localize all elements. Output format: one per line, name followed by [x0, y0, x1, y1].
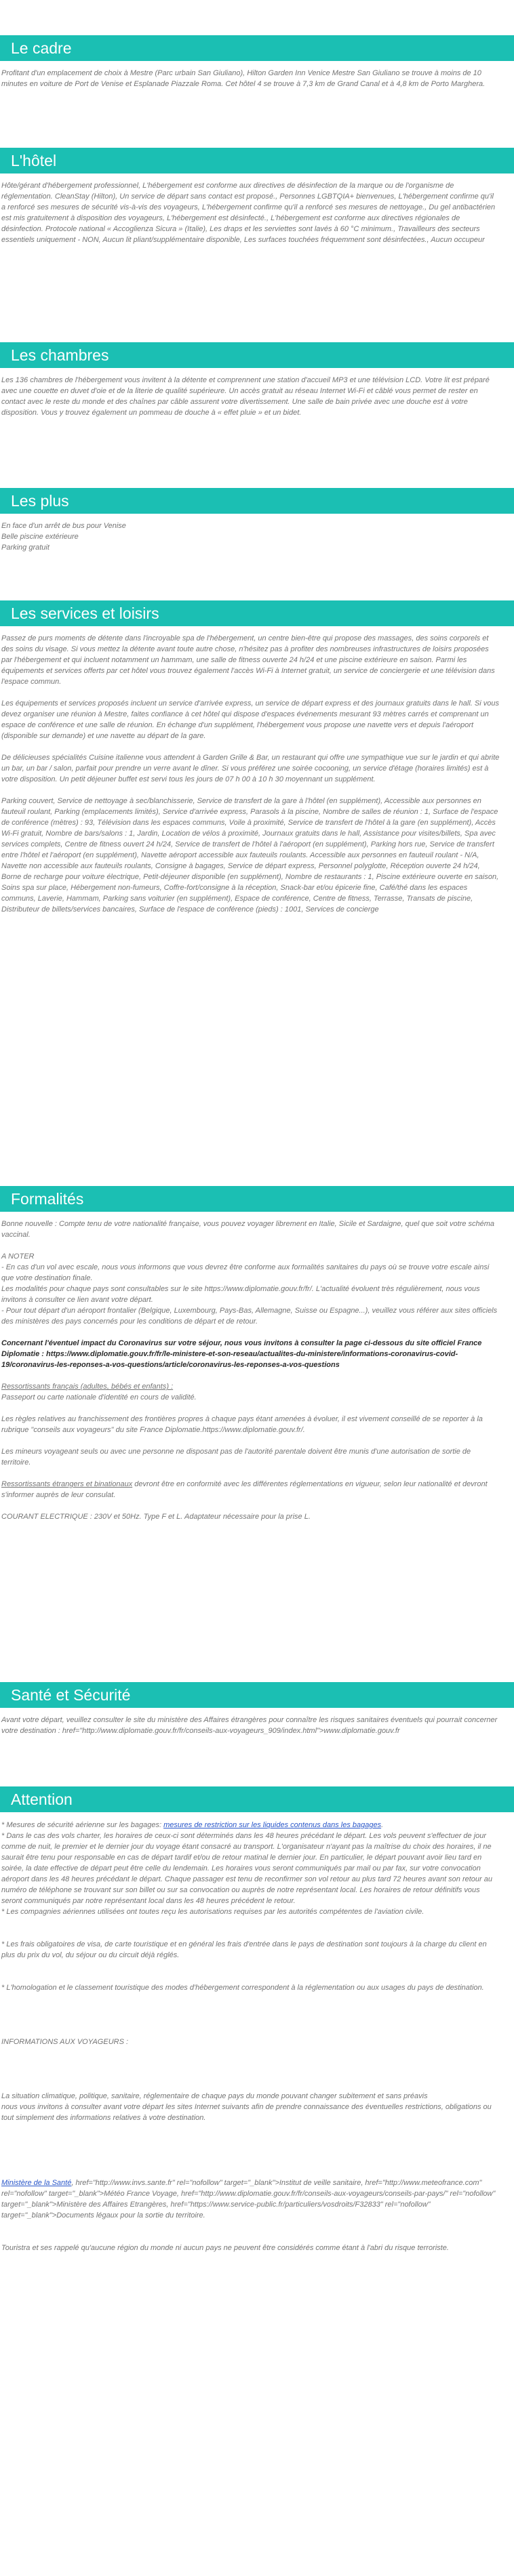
note-line: Les modalités pour chaque pays sont consultables sur le site https://www.diplomatie.gouv.fr/fr/. L'actualité évoluent très régulièrement, nous vous invitons à consulter ce lien avant votre départ.	[1, 1285, 480, 1304]
covid-notice: Concernant l'éventuel impact du Coronavirus sur votre séjour, nous vous invitons à consulter la page ci-dessous du site officiel France Diplomatie : https://www.diplomatie.gouv.fr/fr/le-ministere-et-son-reseau/actualites-du-ministere/informations-coronavirus-covid-19/coronavirus-les-reponses-a-vos-questions/article/coronavirus-les-reponses-a-vos-questions	[1, 1339, 482, 1369]
section-header-services	[0, 600, 514, 626]
minors-rules: Les mineurs voyageant seuls ou avec une personne ne disposant pas de l'autorité parentale doivent être munis d'une autorisation de sortie de territoire.	[1, 1448, 471, 1467]
plus-item: En face d'un arrêt de bus pour Venise	[1, 522, 126, 530]
section-title: Les services et loisirs	[11, 605, 159, 622]
services-paragraph: Les équipements et services proposés incluent un service d'arrivée express, un service de départ express et des journaux gratuits dans le hall. Si vous devez organiser une réunion à Mestre, faites confiance à cet hôtel qui dispose d'espaces événements mesurant 93 mètres carrés et comprenant un espace de conférence et une salle de réunion. En échange d'un supplément, l'hébergement vous propose une navette vers et depuis l'aéroport (disponible sur demande) et une navette au départ de la gare.	[1, 699, 499, 740]
section-header-plus	[0, 488, 514, 514]
chambres-text: Les 136 chambres de l'hébergement vous invitent à la détente et comprennent une station d'accueil MP3 et une télévision LCD. Votre lit est préparé avec une couette en duvet d'oie et de la literie de qualité supérieure. Un accès gratuit au réseau Internet Wi-Fi et câblé vous permet de rester en contact avec le reste du monde et des chaînes par câble assurent votre divertissement. Une salle de bain privée avec une douche est à votre disposition. Vous y trouvez également un pommeau de douche à « effet pluie » et un bidet.	[1, 376, 490, 417]
section-title: Le cadre	[11, 39, 72, 57]
foreign-nationals	[1, 1479, 500, 1500]
situation-change: La situation climatique, politique, sanitaire, réglementaire de chaque pays du monde pouvant changer subitement et sans préavis	[1, 2092, 428, 2100]
section-title: L'hôtel	[11, 152, 57, 169]
section-header-attention	[0, 1786, 514, 1812]
formalites-intro: Bonne nouvelle : Compte tenu de votre nationalité française, vous pouvez voyager librement en Italie, Sicile et Sardaigne, quel que soit votre schéma vaccinal.	[1, 1220, 495, 1239]
fr-nationals-label: Ressortissants français (adultes, bébés et enfants) :	[1, 1383, 174, 1391]
services-text	[0, 633, 500, 915]
formalites-text	[0, 1219, 500, 1522]
section-header-hotel	[0, 148, 514, 173]
electric-current: COURANT ELECTRIQUE : 230V et 50Hz. Type F et L. Adaptateur nécessaire pour la prise L.	[1, 1513, 311, 1521]
section-header-chambres	[0, 342, 514, 368]
services-amenities: Parking couvert, Service de nettoyage à sec/blanchisserie, Service de transfert de la gare à l'hôtel (en supplément), Accessible aux personnes en fauteuil roulant, Parking (emplacements limités), Service d'arrivée express, Parasols à la piscine, Nombre de salles de réunion : 1, Surface de l'espace de conférence (mètres) : 93, Télévision dans les espaces communs, Voile à proximité, Service de transfert de l'hôtel à la gare (en supplément), Accès Wi-Fi gratuit, Nombre de bars/salons : 1, Jardin, Location de vélos à proximité, Journaux gratuits dans le hall, Assistance pour visites/billets, Spa avec services complets, Centre de fitness ouvert 24 h/24, Service de transfert de l'hôtel à l'aéroport (en supplément), Parking hors rue, Service de transfert entre l'hôtel et l'aéroport (en supplément), Navette aéroport accessible aux fauteuils roulants. Accessible aux personnes en fauteuil roulant - N/A, Navette non accessible aux fauteuils roulants, Consigne à bagages, Service de départ express, Personnel polyglotte, Réception ouverte 24 h/24, Borne de recharge pour voiture électrique, Petit-déjeuner disponible (en supplément), Nombre de restaurants : 1, Piscine extérieure ouverte en saison, Soins spa sur place, Hébergement non-fumeurs, Coffre-fort/consigne à la réception, Snack-bar et/ou épicerie fine, Café/thé dans les espaces communs, Laverie, Hammam, Parking sans voiturier (en supplément), Espace de conférence, Centre de fitness, Terrasse, Transats de piscine, Distributeur de billets/services bancaires, Surface de l'espace de conférence (pieds) : 1001, Services de concierge	[1, 797, 499, 914]
ministere-sante-link[interactable]: Ministère de la Santé	[1, 2179, 72, 2187]
attention-text	[0, 1820, 500, 2253]
airlines-authorization: * Les compagnies aériennes utilisées ont toutes reçu les autorisations requises par les autorités compétentes de l'aviation civile.	[1, 1908, 424, 1916]
note-line: - En cas d'un vol avec escale, nous vous informons que vous devrez être conforme aux formalités sanitaires du pays où se trouve votre escale ainsi que votre destination finale.	[1, 1263, 490, 1282]
section-title: Santé et Sécurité	[11, 1686, 131, 1704]
section-header-sante	[0, 1682, 514, 1708]
fr-nationals-text: Passeport ou carte nationale d'identité en cours de validité.	[1, 1393, 197, 1402]
visa-fees: * Les frais obligatoires de visa, de carte touristique et en général les frais d'entrée dans le pays de destination sont toujours à la charge du client en plus du prix du vol, du séjour ou du circuit déjà réglés.	[1, 1940, 487, 1959]
hotel-text: Hôte/gérant d'hébergement professionnel, L'hébergement est conforme aux directives de désinfection de la marque ou de l'organisme de réglementation. CleanStay (Hilton), Un service de départ sans contact est proposé., Personnes LGBTQIA+ bienvenues, L'hébergement confirme qu'il a renforcé ses mesures de sécurité vis-à-vis des voyageurs, L'hébergement confirme qu'il a renforcé ses mesures de nettoyage., Du gel antibactérien est mis gratuitement à disposition des voyageurs, L'hébergement est désinfecté., L'hébergement est conforme aux directives régionales de désinfection. Protocole national « Accoglienza Sicura » (Italie), Les draps et les serviettes sont lavés à 60 °C minimum., Travailleurs des secteurs essentiels uniquement - NON, Aucun lit pliant/supplémentaire disponible, Les surfaces touchées fréquemment sont désinfectées., Aucun occupeur	[1, 182, 496, 244]
terror-risk: Touristra et ses rappelé qu'aucune région du monde ni aucun pays ne peuvent être considérés comme étant à l'abri du risque terroriste.	[1, 2244, 449, 2252]
services-paragraph: De délicieuses spécialités Cuisine italienne vous attendent à Garden Grille & Bar, un restaurant qui offre une sympathique vue sur le jardin et qui abrite un bar, un bar / salon, parfait pour prendre un verre avant le dîner. Si vous préférez une soirée cocooning, un service d'étage (horaires limités) est à votre disposition. Un petit déjeuner buffet est servi tous les jours de 07 h 00 à 10 h 30 moyennant un supplément.	[1, 754, 500, 783]
charter-flights: * Dans le cas des vols charter, les horaires de ceux-ci sont déterminés dans les 48 heures précédant le départ. Les vols peuvent s'effectuer de jour comme de nuit, le premier et le dernier jour du voyage étant consacré au transport. L'organisateur n'ayant pas la maîtrise du choix des horaires, il ne saurait être tenu pour responsable en cas de départ tardif et/ou de retour matinal le dernier jour. En particulier, le départ pouvant avoir lieu tard en soirée, la date effective de départ peut être celle du lendemain. Les horaires vous seront communiqués par mail ou par fax, sur votre convocation aéroport dans les 48 heures précédant le départ. Chaque passager est tenu de reconfirmer son vol retour au plus tard 72 heures avant son retour au numéro de téléphone se trouvant sur son billet ou sur sa convocation ou auprès de notre représentant local. Les horaires de retour définitifs vous seront communiqués par notre représentant local dans les 48 heures précédent le retour.	[1, 1832, 493, 1905]
consult-sites: nous vous invitons à consulter avant votre départ les sites Internet suivants afin de prendre connaissance des éventuelles restrictions, obligations ou tout simplement des informations relatives à votre destination.	[1, 2103, 492, 2122]
note-label: A NOTER	[1, 1252, 35, 1261]
services-paragraph: Passez de purs moments de détente dans l'incroyable spa de l'hébergement, un centre bien-être qui propose des massages, des soins corporels et des soins du visage. Si vous mettez la détente avant toute autre chose, n'hésitez pas à profiter des nombreuses infrastructures de loisirs proposées par l'hébergement et qui incluent notamment un hammam, une salle de fitness ouverte 24 h/24 et une piscine extérieure en saison. Parmi les équipements et services offerts par cet hôtel vous trouvez également l'accès Wi-Fi à Internet gratuit, un service de conciergerie et une télévision dans l'espace commun.	[1, 634, 495, 686]
border-rules: Les règles relatives au franchissement des frontières propres à chaque pays étant amenées à évoluer, il est vivement conseillé de se reporter à la rubrique "conseils aux voyageurs" du site France Diplomatie.https://www.diplomatie.gouv.fr/.	[1, 1415, 483, 1434]
sante-text: Avant votre départ, veuillez consulter le site du ministère des Affaires étrangères pour connaître les risques sanitaires éventuels qui pourrait concerner votre destination : href="http://www.diplomatie.gouv.fr/fr/conseils-aux-voyageurs_909/index.html">www.diplomatie.gouv.fr	[1, 1716, 498, 1735]
foreign-nationals-label: Ressortissants étrangers et binationaux	[1, 1480, 133, 1488]
section-title: Les plus	[11, 492, 69, 510]
plus-item: Parking gratuit	[1, 544, 50, 552]
baggage-security: * Mesures de sécurité aérienne sur les bagages: mesures de restriction sur les liquides contenus dans les bagages.	[1, 1821, 384, 1829]
section-title: Les chambres	[11, 346, 109, 364]
section-header-cadre	[0, 35, 514, 61]
note-line: - Pour tout départ d'un aéroport frontalier (Belgique, Luxembourg, Pays-Bas, Allemagne, Suisse ou Espagne...), veuillez vous référer aux sites officiels des ministères des pays concernés pour les conditions de départ et de retour.	[1, 1307, 498, 1326]
section-title: Attention	[11, 1791, 73, 1808]
traveler-info-heading: INFORMATIONS AUX VOYAGEURS :	[1, 2038, 129, 2046]
foreign-nationals-text: devront être en conformité avec les différentes réglementations en vigueur, selon leur nationalité et devront s'informer auprès de leur consulat.	[1, 1480, 488, 1499]
plus-list	[0, 520, 500, 553]
section-header-formalites	[0, 1186, 514, 1212]
accommodation-rating: * L'homologation et le classement touristique des modes d'hébergement correspondent à la réglementation ou aux usages du pays de destination.	[1, 1984, 484, 1992]
plus-item: Belle piscine extérieure	[1, 533, 79, 541]
section-title: Formalités	[11, 1190, 84, 1208]
cadre-text: Profitant d'un emplacement de choix à Mestre (Parc urbain San Giuliano), Hilton Garden Inn Venice Mestre San Giuliano se trouve à moins de 10 minutes en voiture de Port de Venise et Esplanade Piazzale Roma. Cet hôtel 4 se trouve à 7,3 km de Grand Canal et à 4,8 km de Porto Marghera.	[1, 69, 486, 88]
liquids-restriction-link[interactable]: mesures de restriction sur les liquides contenus dans les bagages	[163, 1821, 382, 1829]
official-links: Ministère de la Santé, href="http://www.invs.sante.fr" rel="nofollow" target="_blank">Institut de veille sanitaire, href="http://www.meteofrance.com" rel="nofollow" target="_blank">Météo France Voyage, href="http://www.diplomatie.gouv.fr/fr/conseils-aux-voyageurs/conseils-par-pays/" rel="nofollow" target="_blank">Ministère des Affaires Etrangères, href="https://www.service-public.fr/particuliers/vosdroits/F32833" rel="nofollow" target="_blank">Documents légaux pour la sortie du territoire.	[1, 2179, 496, 2220]
